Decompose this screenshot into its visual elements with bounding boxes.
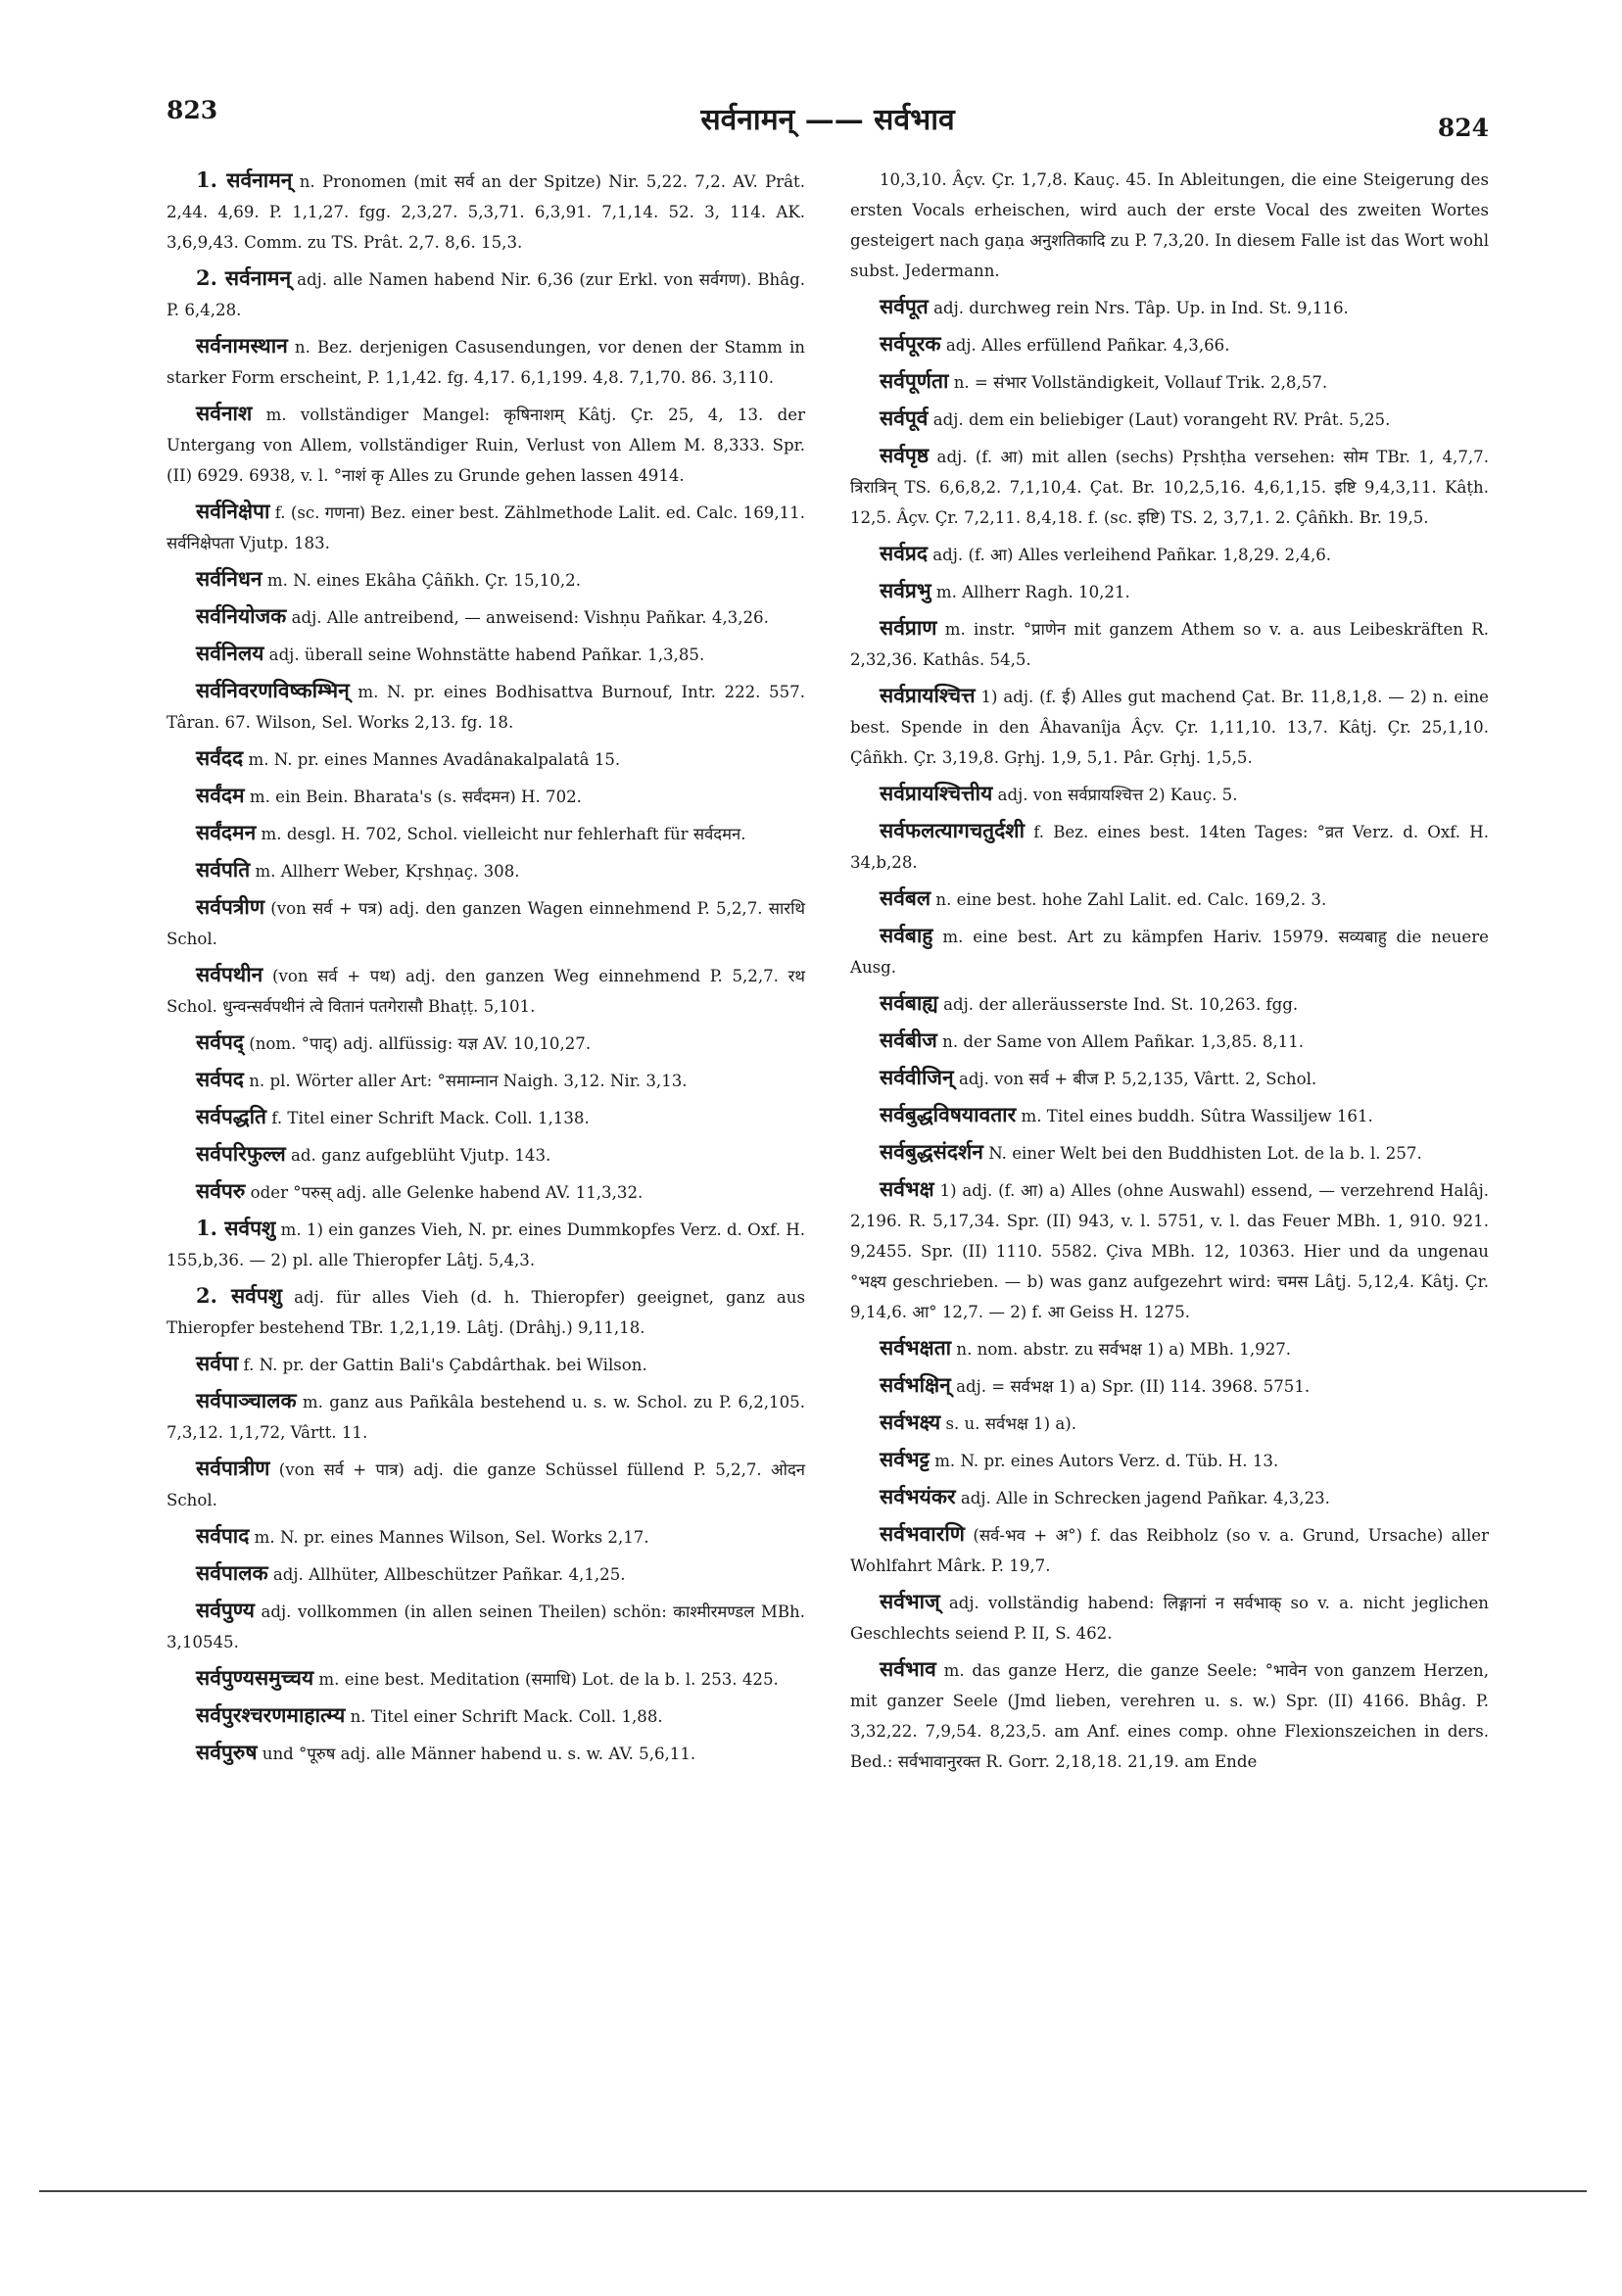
- headword: सर्वपूर्व: [880, 406, 929, 430]
- headword: सर्वभक्ष्य: [880, 1410, 941, 1434]
- dictionary-entry: [167, 780, 805, 812]
- headword: सर्वभक्षिन्: [880, 1372, 951, 1397]
- headword: सर्वपात्रीण: [196, 1456, 270, 1480]
- dictionary-entry: [167, 1737, 805, 1769]
- headword: सर्वपाद: [196, 1523, 250, 1548]
- definition-text: m. das ganze Herz, die ganze Seele: °भावेन von ganzem Herzen, mit ganzer Seele (Jmd lieben, verehren u. s. w.) Spr. (II) 4166. Bhâg. P. 3,32,22. 7,9,54. 8,23,5. am Anf. eines comp. ohne Flexionszeichen in ders. Bed.: सर्वभावानुरक्त R. Gorr. 2,18,18. 21,19. am Ende: [850, 1661, 1490, 1771]
- definition-text: m. Titel eines buddh. Sûtra Wassiljew 161.: [1021, 1107, 1373, 1125]
- definition-text: adj. = सर्वभक्ष 1) a) Spr. (II) 114. 3968. 5751.: [956, 1377, 1311, 1396]
- definition-text: m. ganz aus Pañkâla bestehend u. s. w. Schol. zu P. 6,2,105. 7,3,12. 1,1,72, Vârtt. 11.: [167, 1393, 806, 1442]
- dictionary-entry: [850, 1062, 1489, 1094]
- dictionary-entry: [167, 817, 805, 849]
- dictionary-entry: [167, 1595, 805, 1657]
- page-number-right: 824: [1437, 114, 1489, 142]
- dictionary-entry: [850, 778, 1489, 810]
- headword: सर्वप्रभु: [880, 578, 931, 602]
- dictionary-entry: [850, 920, 1489, 982]
- headword: सर्वपथीन: [196, 962, 263, 986]
- definition-text: f. Titel einer Schrift Mack. Coll. 1,138.: [271, 1109, 590, 1127]
- dictionary-entry: [167, 854, 805, 886]
- dictionary-entry: [167, 1348, 805, 1380]
- headword: सर्वपूरक: [880, 331, 941, 356]
- definition-text: adj. alle Namen habend Nir. 6,36 (zur Erkl. von सर्वगण). Bhâg. P. 6,4,28.: [167, 270, 805, 319]
- definition-text: m. N. eines Ekâha Çâñkh. Çr. 15,10,2.: [266, 571, 581, 590]
- dictionary-entry: [850, 1586, 1489, 1649]
- dictionary-entry: [850, 291, 1489, 323]
- headword: सर्वबल: [880, 885, 931, 910]
- definition-text: n. eine best. hohe Zahl Lalit. ed. Calc. 169,2. 3.: [935, 890, 1327, 909]
- dictionary-entry: [167, 1213, 805, 1275]
- dictionary-entry: [850, 1332, 1489, 1364]
- dictionary-entry: [167, 330, 805, 393]
- definition-text: 10,3,10. Âçv. Çr. 1,7,8. Kauç. 45. In Ableitungen, die eine Steigerung des ersten Vocals erheischen, wird auch der erste Vocal des zweiten Wortes gesteigert nach gaṇa अनुशतिकादि zu P. 7,3,20. In diesem Falle ist das Wort wohl subst. Jedermann.: [850, 170, 1489, 280]
- dictionary-entry: [167, 563, 805, 596]
- dictionary-entry: [850, 1369, 1489, 1402]
- definition-text: f. (sc. गणना) Bez. einer best. Zählmethode Lalit. ed. Calc. 169,11. सर्वनिक्षेपता Vjutp. 183.: [167, 503, 805, 552]
- dictionary-entry: [850, 1481, 1489, 1513]
- definition-text: n. Bez. derjenigen Casusendungen, vor denen der Stamm in starker Form erscheint, P. 1,1,42. fg. 4,17. 6,1,199. 4,8. 7,1,70. 86. 3,110.: [167, 338, 805, 387]
- definition-text: adj. (f. आ) mit allen (sechs) Pṛshṭha versehen: सोम TBr. 1, 4,7,7. त्रिरात्रिन् TS. 6,6,8,2. 7,1,10,4. Çat. Br. 10,2,5,16. 4,6,1,15. इष्टि 9,4,3,11. Kâṭh. 12,5. Âçv. Çr. 7,2,11. 8,4,18. f. (sc. इष्टि) TS. 2, 3,7,1. 2. Çâñkh. Br. 19,5.: [850, 448, 1489, 527]
- definition-text: s. u. सर्वभक्ष 1) a).: [945, 1414, 1076, 1433]
- headword: सर्वपरिफुल्ल: [196, 1141, 286, 1166]
- headword: सर्वपृष्ठ: [880, 443, 930, 467]
- page-header: [167, 90, 1489, 149]
- headword: सर्वनियोजक: [196, 603, 287, 628]
- headword: सर्वपद्धति: [196, 1104, 266, 1128]
- definition-text: adj. von सर्वप्रायश्चित्त 2) Kauç. 5.: [997, 786, 1238, 804]
- definition-text: m. N. pr. eines Mannes Wilson, Sel. Works 2,17.: [254, 1528, 649, 1547]
- dictionary-entry: [850, 440, 1489, 533]
- dictionary-entry: [850, 1173, 1489, 1327]
- headword: सर्वपरु: [196, 1178, 246, 1203]
- headword: सर्वपुरुष: [196, 1740, 258, 1764]
- headword: सर्वंदमन: [196, 820, 257, 844]
- definition-text: adj. der alleräusserste Ind. St. 10,263. fgg.: [943, 995, 1299, 1014]
- headword: सर्वपद्: [196, 1029, 244, 1054]
- headword: सर्वनिलय: [196, 641, 264, 665]
- headword: सर्वपूत: [880, 294, 929, 318]
- left-column: [167, 165, 805, 1774]
- definition-text: adj. von सर्व + बीज P. 5,2,135, Vârtt. 2, Schol.: [958, 1070, 1317, 1088]
- dictionary-entry: [167, 1699, 805, 1732]
- headword: सर्वपुण्य: [196, 1598, 255, 1622]
- page-number-left: 823: [167, 96, 218, 124]
- definition-text: adj. Alle in Schrecken jagend Pañkar. 4,3,23.: [960, 1489, 1330, 1507]
- headword: सर्वभट्ट: [880, 1447, 930, 1471]
- definition-text: adj. Alles erfüllend Pañkar. 4,3,66.: [945, 336, 1230, 355]
- dictionary-entry: [167, 398, 805, 491]
- definition-text: und °पूरुष adj. alle Männer habend u. s. w. AV. 5,6,11.: [262, 1745, 696, 1763]
- definition-text: N. einer Welt bei den Buddhisten Lot. de la b. l. 257.: [988, 1144, 1422, 1163]
- definition-text: m. desgl. H. 702, Schol. vielleicht nur fehlerhaft für सर्वदमन.: [261, 825, 746, 843]
- headword: सर्वपत्रीण: [196, 894, 265, 919]
- dictionary-entry: [850, 538, 1489, 570]
- definition-text: m. N. pr. eines Autors Verz. d. Tüb. H. 13.: [934, 1452, 1279, 1470]
- headword: सर्वनामस्थान: [196, 333, 288, 358]
- dictionary-entry: [167, 1453, 805, 1515]
- dictionary-entry: [167, 891, 805, 954]
- definition-text: f. N. pr. der Gattin Bali's Çabdârthak. bei Wilson.: [243, 1356, 647, 1374]
- dictionary-entry: [167, 675, 805, 738]
- dictionary-entry: [167, 1280, 805, 1343]
- headword: सर्वफलत्यागचतुर्दशी: [880, 818, 1026, 842]
- dictionary-entry: [850, 165, 1489, 286]
- dictionary-entry: [850, 987, 1489, 1020]
- definition-text: m. Allherr Weber, Kṛshṇaç. 308.: [255, 862, 520, 881]
- definition-text: adj. Alle antreibend, — anweisend: Vishṇu Pañkar. 4,3,26.: [291, 608, 769, 627]
- definition-text: adj. dem ein beliebiger (Laut) vorangeht RV. Prât. 5,25.: [932, 410, 1391, 429]
- headword: सर्वप्रायश्चित्तीय: [880, 781, 993, 805]
- headword: सर्वबीज: [880, 1028, 937, 1052]
- dictionary-entry: [167, 263, 805, 325]
- dictionary-entry: [850, 1099, 1489, 1131]
- headword: सर्वभक्ष: [880, 1176, 934, 1201]
- definition-text: 1) adj. (f. आ) a) Alles (ohne Auswahl) essend, — verzehrend Halâj. 2,196. R. 5,17,34. Spr. (II) 943, v. l. 5751, v. l. das Feuer MBh. 1, 910. 921. 9,2455. Spr. (II) 1110. 5582. Çiva MBh. 12, 10363. Hier und da ungenau °भक्ष्य geschrieben. — b) was ganz aufgezehrt wird: चमस Lâṭj. 5,12,4. Kâtj. Çr. 9,14,6. आ° 12,7. — 2) f. आ Geiss H. 1275.: [850, 1181, 1490, 1321]
- definition-text: adj. vollständig habend: लिङ्गानां न सर्वभाक् so v. a. nicht jeglichen Geschlechts seiend P. II, S. 462.: [850, 1594, 1489, 1643]
- headword: 1. सर्वपशु: [196, 1216, 276, 1240]
- dictionary-entry: [167, 1064, 805, 1096]
- headword: सर्ववीजिन्: [880, 1065, 954, 1089]
- definition-text: (von सर्व + पथ) adj. den ganzen Weg einnehmend P. 5,2,7. रथ Schol. धुन्वन्सर्वपथीनं त्वे वितानं पतगेरासौ Bhaṭṭ. 5,101.: [167, 967, 805, 1016]
- dictionary-entry: [167, 1138, 805, 1171]
- headword: सर्वबुद्धसंदर्शन: [880, 1139, 983, 1164]
- dictionary-entry: [850, 575, 1489, 607]
- dictionary-entry: [167, 1662, 805, 1695]
- dictionary-entry: [167, 638, 805, 670]
- definition-text: m. eine best. Meditation (समाधि) Lot. de la b. l. 253. 425.: [318, 1670, 779, 1689]
- dictionary-entry: [850, 815, 1489, 878]
- headword: सर्वंदद: [196, 745, 244, 770]
- definition-text: n. Pronomen (mit सर्व an der Spitze) Nir. 5,22. 7,2. AV. Prât. 2,44. 4,69. P. 1,1,27. fgg. 2,3,27. 5,3,71. 6,3,91. 7,1,14. 52. 3, 114. AK. 3,6,9,43. Comm. zu TS. Prât. 2,7. 8,6. 15,3.: [167, 172, 805, 252]
- headword: सर्वभक्षता: [880, 1335, 952, 1360]
- footer-rule: [39, 2190, 1587, 2192]
- headword: 2. सर्वपशु: [196, 1283, 283, 1308]
- headword: सर्वपाञ्चालक: [196, 1388, 297, 1412]
- dictionary-entry: [167, 742, 805, 775]
- dictionary-entry: [850, 1407, 1489, 1439]
- headword: सर्वपा: [196, 1351, 239, 1375]
- headword: सर्वबाह्य: [880, 990, 938, 1015]
- definition-text: oder °परुस् adj. alle Gelenke habend AV. 11,3,32.: [250, 1183, 644, 1202]
- definition-text: (सर्व-भव + अ°) f. das Reibholz (so v. a. Grund, Ursache) aller Wohlfahrt Mârk. P. 19,7.: [850, 1526, 1490, 1575]
- definition-text: adj. vollkommen (in allen seinen Theilen) schön: काश्मीरमण्डल MBh. 3,10545.: [167, 1602, 805, 1651]
- headword: सर्वनिधन: [196, 566, 262, 591]
- dictionary-entry: [850, 1653, 1489, 1777]
- definition-text: f. Bez. eines best. 14ten Tages: °व्रत Verz. d. Oxf. H. 34,b,28.: [850, 823, 1489, 872]
- definition-text: n. = संभार Vollständigkeit, Vollauf Trik. 2,8,57.: [953, 373, 1328, 392]
- dictionary-entry: [850, 680, 1489, 773]
- dictionary-entry: [167, 959, 805, 1022]
- definition-text: (von सर्व + पत्र) adj. den ganzen Wagen einnehmend P. 5,2,7. सारथि Schol.: [167, 899, 805, 948]
- headword: सर्वभयंकर: [880, 1484, 956, 1508]
- headword: सर्वप्राण: [880, 615, 937, 640]
- headword: सर्वपूर्णता: [880, 368, 949, 393]
- definition-text: n. der Same von Allem Pañkar. 1,3,85. 8,11.: [942, 1032, 1305, 1051]
- dictionary-entry: [850, 403, 1489, 435]
- dictionary-entry: [167, 165, 805, 258]
- headword: सर्वपुण्यसमुच्चय: [196, 1665, 314, 1690]
- dictionary-entry: [167, 1027, 805, 1059]
- definition-text: m. 1) ein ganzes Vieh, N. pr. eines Dummkopfes Verz. d. Oxf. H. 155,b,36. — 2) pl. alle Thieropfer Lâṭj. 5,4,3.: [167, 1220, 805, 1269]
- dictionary-entry: [850, 1025, 1489, 1057]
- dictionary-entry: [850, 612, 1489, 675]
- headword: सर्वनिवरणविष्कम्भिन्: [196, 678, 350, 702]
- right-column: [850, 165, 1489, 1782]
- dictionary-entry: [167, 1385, 805, 1448]
- dictionary-entry: [850, 883, 1489, 915]
- headword: सर्वभाव: [880, 1656, 936, 1681]
- headword: 2. सर्वनामन्: [196, 265, 292, 290]
- definition-text: ad. ganz aufgeblüht Vjutp. 143.: [291, 1146, 551, 1165]
- definition-text: m. N. pr. eines Mannes Avadânakalpalatâ 15.: [248, 750, 621, 769]
- headword: सर्वंदम: [196, 783, 245, 807]
- definition-text: adj. für alles Vieh (d. h. Thieropfer) geeignet, ganz aus Thieropfer bestehend TBr. 1,2,1,19. Lâṭj. (Drâhj.) 9,11,18.: [167, 1288, 805, 1337]
- headword: सर्वप्रायश्चित्त: [880, 683, 976, 707]
- definition-text: adj. überall seine Wohnstätte habend Pañkar. 1,3,85.: [268, 646, 705, 664]
- headword: सर्वनिक्षेपा: [196, 499, 270, 523]
- headword: सर्वप्रद: [880, 541, 928, 565]
- dictionary-entry: [167, 1520, 805, 1553]
- definition-text: n. pl. Wörter aller Art: °समाम्नान Naigh. 3,12. Nir. 3,13.: [249, 1072, 688, 1090]
- dictionary-entry: [850, 1518, 1489, 1581]
- definition-text: adj. Allhüter, Allbeschützer Pañkar. 4,1,25.: [272, 1565, 626, 1584]
- headword: सर्वपालक: [196, 1560, 268, 1585]
- definition-text: (von सर्व + पात्र) adj. die ganze Schüssel füllend P. 5,2,7. ओदन Schol.: [167, 1460, 805, 1509]
- definition-text: m. Allherr Ragh. 10,21.: [935, 583, 1130, 601]
- headword: सर्वपुरश्चरणमाहात्म्य: [196, 1702, 346, 1727]
- headword: सर्वनाश: [196, 401, 253, 425]
- headword: सर्वभवारणि: [880, 1521, 965, 1546]
- running-title: सर्वनामन् —— सर्वभाव: [700, 103, 955, 137]
- headword: सर्वबाहु: [880, 923, 933, 947]
- headword: सर्वबुद्धविषयावतार: [880, 1102, 1017, 1126]
- dictionary-entry: [167, 1175, 805, 1208]
- dictionary-entry: [167, 496, 805, 558]
- definition-text: adj. durchweg rein Nrs. Tâp. Up. in Ind. St. 9,116.: [933, 299, 1349, 317]
- definition-text: n. nom. abstr. zu सर्वभक्ष 1) a) MBh. 1,927.: [956, 1340, 1292, 1359]
- definition-text: m. N. pr. eines Bodhisattva Burnouf, Intr. 222. 557. Târan. 67. Wilson, Sel. Works 2,13. fg. 18.: [167, 683, 805, 732]
- dictionary-entry: [850, 365, 1489, 398]
- definition-text: m. vollständiger Mangel: कृषिनाशम् Kâtj. Çr. 25, 4, 13. der Untergang von Allem, vollständiger Ruin, Verlust von Allem M. 8,333. Spr. (II) 6929. 6938, v. l. °नाशं कृ Alles zu Grunde gehen lassen 4914.: [167, 406, 806, 485]
- definition-text: 1) adj. (f. ई) Alles gut machend Çat. Br. 11,8,1,8. — 2) n. eine best. Spende in den Âhavanîja Âçv. Çr. 1,11,10. 13,7. Kâtj. Çr. 25,1,10. Çâñkh. Çr. 3,19,8. Gṛhj. 1,9, 5,1. Pâr. Gṛhj. 1,5,5.: [850, 688, 1489, 767]
- definition-text: m. eine best. Art zu kämpfen Hariv. 15979. सव्यबाहु die neuere Ausg.: [850, 928, 1489, 977]
- dictionary-entry: [850, 1444, 1489, 1476]
- dictionary-entry: [167, 1557, 805, 1590]
- headword: सर्वपद: [196, 1067, 244, 1091]
- definition-text: m. ein Bein. Bharata's (s. सर्वंदमन) H. 702.: [249, 788, 582, 806]
- headword: सर्वभाज्: [880, 1589, 940, 1613]
- dictionary-entry: [850, 328, 1489, 360]
- headword: 1. सर्वनामन्: [196, 167, 293, 192]
- dictionary-entry: [167, 600, 805, 633]
- dictionary-entry: [167, 1101, 805, 1133]
- definition-text: (nom. °पाद्) adj. allfüssig: यज्ञ AV. 10,10,27.: [249, 1034, 592, 1053]
- dictionary-entry: [850, 1136, 1489, 1169]
- definition-text: adj. (f. आ) Alles verleihend Pañkar. 1,8,29. 2,4,6.: [932, 546, 1332, 564]
- definition-text: n. Titel einer Schrift Mack. Coll. 1,88.: [350, 1707, 663, 1726]
- headword: सर्वपति: [196, 857, 251, 882]
- definition-text: m. instr. °प्राणेन mit ganzem Athem so v. a. aus Leibeskräften R. 2,32,36. Kathâs. 54,5.: [850, 620, 1490, 669]
